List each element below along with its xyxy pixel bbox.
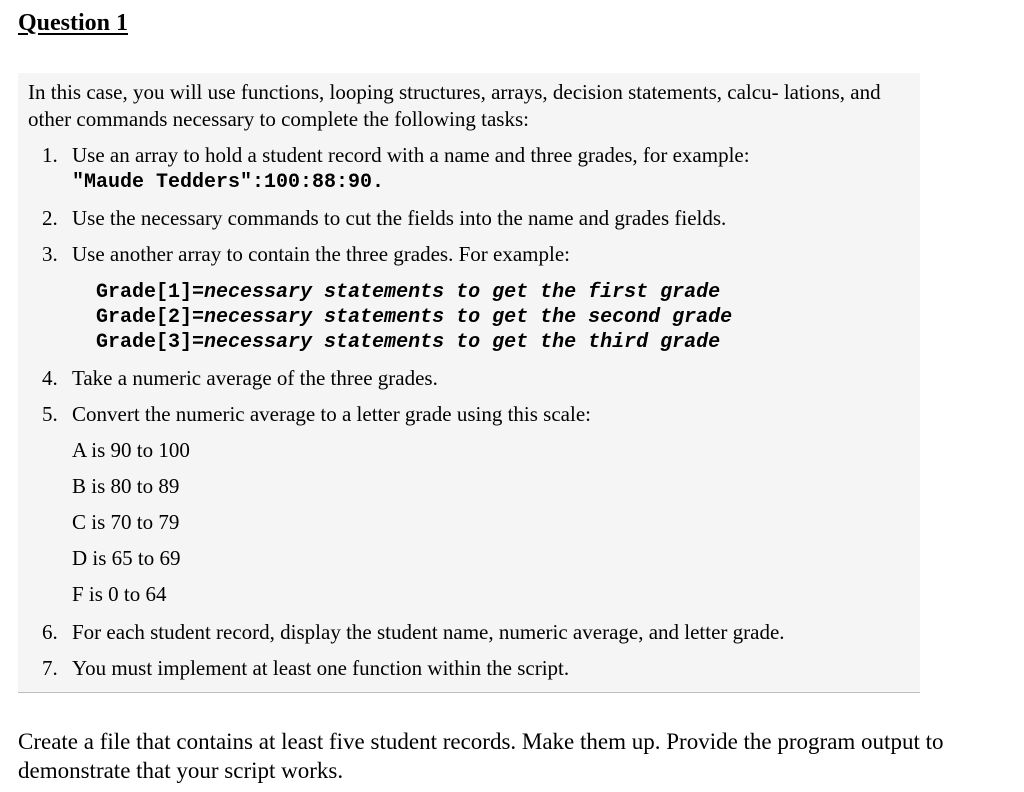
item-text: Use another array to contain the three grades. For example: bbox=[72, 242, 570, 266]
code-rest: necessary statements to get the third grade bbox=[204, 331, 721, 354]
item-text: Use the necessary commands to cut the fields into the name and grades fields. bbox=[72, 206, 727, 230]
item-number: 6. bbox=[42, 620, 58, 644]
item-number: 4. bbox=[42, 366, 58, 390]
code-rest: necessary statements to get the first grade bbox=[204, 281, 721, 304]
code-line-grade-2 bbox=[96, 305, 732, 330]
scale-line-a: A is 90 to 100 bbox=[72, 438, 190, 462]
item-number: 7. bbox=[42, 656, 58, 680]
item-number: 3. bbox=[42, 242, 58, 266]
code-prefix: Grade[1]= bbox=[96, 281, 205, 304]
item-text: For each student record, display the student name, numeric average, and letter grade. bbox=[72, 620, 785, 644]
footer-instructions: Create a file that contains at least five student records. Make them up. Provide the program output to demonstrate that your script works. bbox=[18, 729, 944, 783]
item-text: You must implement at least one function within the script. bbox=[72, 656, 570, 680]
question-title: Question 1 bbox=[18, 10, 129, 36]
scale-line-c: C is 70 to 79 bbox=[72, 510, 180, 534]
scale-line-f: F is 0 to 64 bbox=[72, 582, 167, 606]
example-record-code: "Maude Tedders":100:88:90. bbox=[72, 171, 385, 194]
scale-line-d: D is 65 to 69 bbox=[72, 546, 181, 570]
item-number: 1. bbox=[42, 143, 58, 167]
code-line-grade-1 bbox=[96, 280, 720, 305]
assignment-panel bbox=[18, 73, 920, 693]
code-prefix: Grade[2]= bbox=[96, 306, 205, 329]
item-number: 5. bbox=[42, 402, 58, 426]
code-rest: necessary statements to get the second grade bbox=[204, 306, 733, 329]
item-number: 2. bbox=[42, 206, 58, 230]
intro-paragraph: In this case, you will use functions, looping structures, arrays, decision statements, calcu- lations, and other commands necessary to complete the following tasks: bbox=[28, 80, 881, 131]
item-text: Convert the numeric average to a letter grade using this scale: bbox=[72, 402, 591, 426]
code-line-grade-3 bbox=[96, 330, 720, 355]
code-prefix: Grade[3]= bbox=[96, 331, 205, 354]
scale-line-b: B is 80 to 89 bbox=[72, 474, 180, 498]
item-text: Use an array to hold a student record with a name and three grades, for example: bbox=[72, 143, 750, 167]
item-text: Take a numeric average of the three grades. bbox=[72, 366, 438, 390]
